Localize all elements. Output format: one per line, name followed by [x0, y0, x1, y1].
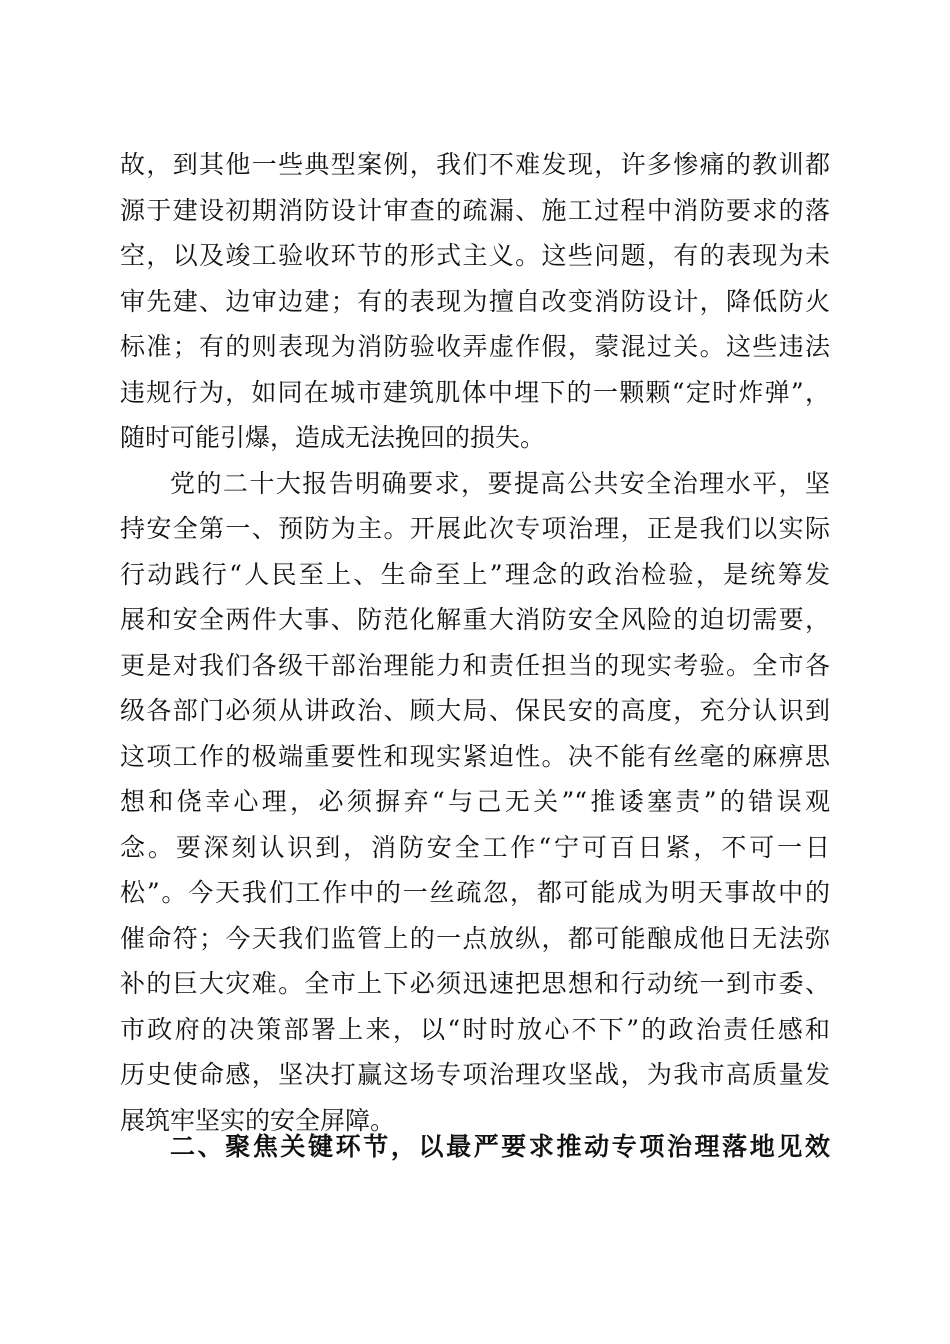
- paragraph-2-line-6: 级各部门必须从讲政治、顾大局、保民安的高度，充分认识到: [120, 696, 830, 725]
- paragraph-2-line-1: 党的二十大报告明确要求，要提高公共安全治理水平，坚: [170, 469, 830, 498]
- paragraph-1-line-4: 审先建、边审边建；有的表现为擅自改变消防设计，降低防火: [120, 287, 830, 316]
- paragraph-2-line-11: 催命符；今天我们监管上的一点放纵，都可能酿成他日无法弥: [120, 924, 830, 953]
- paragraph-1-line-6: 违规行为，如同在城市建筑肌体中埋下的一颗颗“定时炸弹”，: [120, 378, 830, 407]
- paragraph-1-line-5: 标准；有的则表现为消防验收弄虚作假，蒙混过关。这些违法: [120, 332, 830, 361]
- paragraph-1-line-3: 空，以及竣工验收环节的形式主义。这些问题，有的表现为未: [120, 241, 830, 270]
- paragraph-1-line-2: 源于建设初期消防设计审查的疏漏、施工过程中消防要求的落: [120, 196, 830, 225]
- paragraph-2-line-4: 展和安全两件大事、防范化解重大消防安全风险的迫切需要，: [120, 605, 830, 634]
- paragraph-2-line-13: 市政府的决策部署上来，以“时时放心不下”的政治责任感和: [120, 1015, 830, 1044]
- paragraph-2-line-14: 历史使命感，坚决打赢这场专项治理攻坚战，为我市高质量发: [120, 1060, 830, 1089]
- paragraph-2-line-10: 松”。今天我们工作中的一丝疏忽，都可能成为明天事故中的: [120, 878, 830, 907]
- paragraph-1-line-1: 故，到其他一些典型案例，我们不难发现，许多惨痛的教训都: [120, 150, 830, 179]
- paragraph-2-line-15: 展筑牢坚实的安全屏障。: [120, 1106, 396, 1135]
- paragraph-2-line-9: 念。要深刻认识到，消防安全工作“宁可百日紧，不可一日: [120, 833, 830, 862]
- paragraph-2-line-2: 持安全第一、预防为主。开展此次专项治理，正是我们以实际: [120, 514, 830, 543]
- paragraph-2-line-8: 想和侥幸心理，必须摒弃“与己无关”“推诿塞责”的错误观: [120, 787, 830, 816]
- paragraph-2-line-3: 行动践行“人民至上、生命至上”理念的政治检验，是统筹发: [120, 560, 830, 589]
- paragraph-2-line-5: 更是对我们各级干部治理能力和责任担当的现实考验。全市各: [120, 651, 830, 680]
- paragraph-1-line-7: 随时可能引爆，造成无法挽回的损失。: [120, 423, 546, 452]
- paragraph-2-line-7: 这项工作的极端重要性和现实紧迫性。决不能有丝毫的麻痹思: [120, 742, 830, 771]
- paragraph-2-line-12: 补的巨大灾难。全市上下必须迅速把思想和行动统一到市委、: [120, 969, 830, 998]
- section-heading: 二、聚焦关键环节，以最严要求推动专项治理落地见效: [170, 1132, 830, 1161]
